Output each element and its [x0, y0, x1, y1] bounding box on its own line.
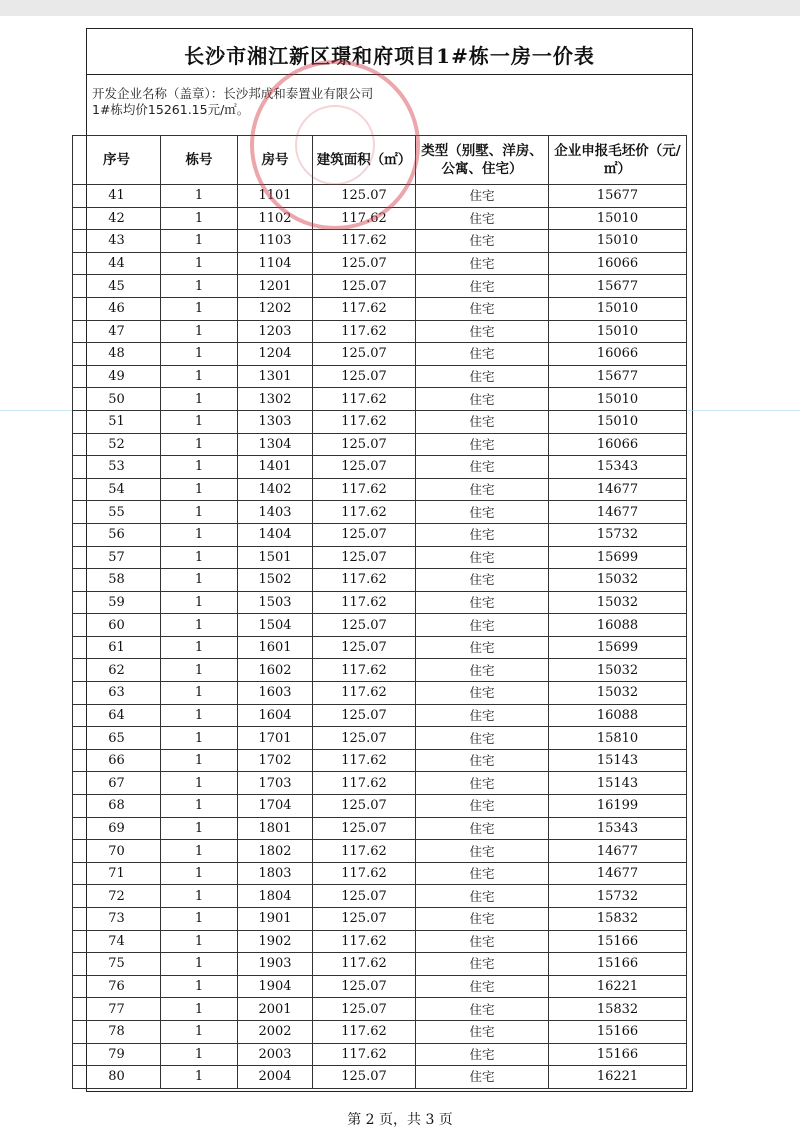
cell-type: 住宅: [416, 343, 549, 366]
cell-price: 15699: [549, 636, 687, 659]
cell-room: 1903: [238, 953, 313, 976]
cell-type: 住宅: [416, 953, 549, 976]
table-row: [73, 365, 687, 388]
cell-room: 1902: [238, 930, 313, 953]
cell-building: 1: [161, 636, 238, 659]
cell-room: 2001: [238, 998, 313, 1021]
cell-price: 15032: [549, 682, 687, 705]
cell-price: 14677: [549, 840, 687, 863]
cell-building: 1: [161, 523, 238, 546]
table-row: [73, 410, 687, 433]
cell-building: 1: [161, 1066, 238, 1089]
cell-type: 住宅: [416, 252, 549, 275]
cell-type: 住宅: [416, 727, 549, 750]
cell-building: 1: [161, 388, 238, 411]
table-row: [73, 456, 687, 479]
cell-room: 1104: [238, 252, 313, 275]
cell-room: 1601: [238, 636, 313, 659]
cell-seq: 54: [73, 478, 161, 501]
viewer-top-bar: [0, 0, 800, 16]
cell-price: 15010: [549, 207, 687, 230]
cell-building: 1: [161, 275, 238, 298]
cell-seq: 41: [73, 185, 161, 208]
table-row: [73, 501, 687, 524]
cell-building: 1: [161, 478, 238, 501]
cell-type: 住宅: [416, 365, 549, 388]
cell-room: 1102: [238, 207, 313, 230]
cell-area: 117.62: [313, 478, 416, 501]
cell-type: 住宅: [416, 456, 549, 479]
cell-area: 125.07: [313, 614, 416, 637]
cell-price: 16088: [549, 614, 687, 637]
cell-area: 125.07: [313, 546, 416, 569]
cell-price: 15166: [549, 1020, 687, 1043]
cell-type: 住宅: [416, 704, 549, 727]
cell-price: 15010: [549, 320, 687, 343]
developer-info: [92, 86, 373, 118]
cell-seq: 66: [73, 749, 161, 772]
cell-building: 1: [161, 659, 238, 682]
cell-building: 1: [161, 501, 238, 524]
cell-type: 住宅: [416, 320, 549, 343]
header-building: 栋号: [161, 136, 238, 185]
cell-price: 16199: [549, 795, 687, 818]
cell-price: 16221: [549, 975, 687, 998]
cell-area: 125.07: [313, 343, 416, 366]
table-row: [73, 817, 687, 840]
cell-area: 117.62: [313, 682, 416, 705]
cell-area: 125.07: [313, 433, 416, 456]
cell-type: 住宅: [416, 1066, 549, 1089]
cell-type: 住宅: [416, 275, 549, 298]
cell-type: 住宅: [416, 636, 549, 659]
cell-seq: 47: [73, 320, 161, 343]
cell-seq: 53: [73, 456, 161, 479]
cell-price: 15166: [549, 953, 687, 976]
title-divider: [86, 74, 693, 75]
cell-seq: 63: [73, 682, 161, 705]
table-row: [73, 795, 687, 818]
cell-type: 住宅: [416, 840, 549, 863]
cell-building: 1: [161, 230, 238, 253]
table-row: [73, 1066, 687, 1089]
cell-room: 1901: [238, 908, 313, 931]
cell-building: 1: [161, 749, 238, 772]
header-seq: 序号: [73, 136, 161, 185]
price-table: [72, 135, 687, 1089]
cell-price: 15677: [549, 275, 687, 298]
cell-seq: 77: [73, 998, 161, 1021]
cell-area: 117.62: [313, 207, 416, 230]
cell-area: 125.07: [313, 252, 416, 275]
cell-price: 15677: [549, 365, 687, 388]
cell-building: 1: [161, 908, 238, 931]
cell-area: 117.62: [313, 862, 416, 885]
table-row: [73, 704, 687, 727]
table-row: [73, 388, 687, 411]
table-row: [73, 1020, 687, 1043]
cell-room: 1303: [238, 410, 313, 433]
cell-seq: 44: [73, 252, 161, 275]
cell-price: 15166: [549, 1043, 687, 1066]
cell-seq: 46: [73, 297, 161, 320]
cell-price: 15032: [549, 659, 687, 682]
cell-seq: 72: [73, 885, 161, 908]
cell-building: 1: [161, 795, 238, 818]
cell-building: 1: [161, 930, 238, 953]
table-row: [73, 953, 687, 976]
cell-type: 住宅: [416, 433, 549, 456]
cell-area: 117.62: [313, 591, 416, 614]
cell-building: 1: [161, 546, 238, 569]
cell-type: 住宅: [416, 230, 549, 253]
cell-price: 15032: [549, 591, 687, 614]
cell-area: 125.07: [313, 817, 416, 840]
cell-type: 住宅: [416, 478, 549, 501]
table-row: [73, 727, 687, 750]
table-row: [73, 998, 687, 1021]
table-row: [73, 523, 687, 546]
table-row: [73, 252, 687, 275]
cell-room: 1801: [238, 817, 313, 840]
cell-seq: 58: [73, 569, 161, 592]
table-row: [73, 772, 687, 795]
cell-building: 1: [161, 297, 238, 320]
cell-building: 1: [161, 1043, 238, 1066]
cell-area: 117.62: [313, 772, 416, 795]
table-row: [73, 659, 687, 682]
table-row: [73, 320, 687, 343]
cell-seq: 79: [73, 1043, 161, 1066]
cell-type: 住宅: [416, 930, 549, 953]
table-row: [73, 230, 687, 253]
cell-price: 15143: [549, 772, 687, 795]
cell-seq: 45: [73, 275, 161, 298]
table-row: [73, 569, 687, 592]
cell-building: 1: [161, 885, 238, 908]
table-row: [73, 591, 687, 614]
cell-price: 15010: [549, 410, 687, 433]
cell-area: 125.07: [313, 636, 416, 659]
cell-room: 1304: [238, 433, 313, 456]
cell-price: 15677: [549, 185, 687, 208]
cell-area: 117.62: [313, 320, 416, 343]
cell-seq: 69: [73, 817, 161, 840]
cell-building: 1: [161, 185, 238, 208]
cell-building: 1: [161, 569, 238, 592]
table-row: [73, 614, 687, 637]
cell-area: 125.07: [313, 185, 416, 208]
cell-room: 1103: [238, 230, 313, 253]
average-price: 1#栋均价15261.15元/㎡。: [92, 102, 250, 117]
cell-seq: 59: [73, 591, 161, 614]
cell-area: 125.07: [313, 727, 416, 750]
header-price: 企业申报毛坯价（元/㎡）: [549, 136, 687, 185]
cell-room: 2002: [238, 1020, 313, 1043]
cell-type: 住宅: [416, 501, 549, 524]
cell-area: 117.62: [313, 930, 416, 953]
cell-type: 住宅: [416, 908, 549, 931]
cell-building: 1: [161, 727, 238, 750]
developer-name: 开发企业名称（盖章）：长沙邦成和泰置业有限公司: [92, 86, 374, 101]
table-row: [73, 908, 687, 931]
cell-room: 1604: [238, 704, 313, 727]
table-row: [73, 840, 687, 863]
page-number-footer: 第 2 页，共 3 页: [347, 1112, 453, 1128]
cell-price: 14677: [549, 478, 687, 501]
cell-type: 住宅: [416, 1043, 549, 1066]
cell-price: 14677: [549, 862, 687, 885]
cell-type: 住宅: [416, 388, 549, 411]
cell-type: 住宅: [416, 682, 549, 705]
cell-building: 1: [161, 343, 238, 366]
cell-type: 住宅: [416, 795, 549, 818]
cell-price: 15143: [549, 749, 687, 772]
cell-room: 1501: [238, 546, 313, 569]
cell-seq: 61: [73, 636, 161, 659]
table-row: [73, 636, 687, 659]
cell-seq: 48: [73, 343, 161, 366]
cell-room: 2003: [238, 1043, 313, 1066]
cell-area: 117.62: [313, 953, 416, 976]
header-area: 建筑面积（㎡）: [313, 136, 416, 185]
cell-building: 1: [161, 614, 238, 637]
cell-area: 125.07: [313, 456, 416, 479]
cell-room: 1302: [238, 388, 313, 411]
table-row: [73, 1043, 687, 1066]
cell-area: 117.62: [313, 749, 416, 772]
cell-price: 16066: [549, 343, 687, 366]
cell-seq: 80: [73, 1066, 161, 1089]
cell-price: 15032: [549, 569, 687, 592]
cell-type: 住宅: [416, 885, 549, 908]
cell-area: 125.07: [313, 523, 416, 546]
cell-building: 1: [161, 456, 238, 479]
cell-area: 117.62: [313, 230, 416, 253]
cell-area: 117.62: [313, 297, 416, 320]
cell-room: 1803: [238, 862, 313, 885]
cell-room: 1904: [238, 975, 313, 998]
cell-price: 15810: [549, 727, 687, 750]
cell-price: 15010: [549, 297, 687, 320]
cell-seq: 78: [73, 1020, 161, 1043]
cell-building: 1: [161, 365, 238, 388]
cell-building: 1: [161, 975, 238, 998]
cell-room: 1504: [238, 614, 313, 637]
cell-price: 15832: [549, 998, 687, 1021]
cell-area: 125.07: [313, 1066, 416, 1089]
table-row: [73, 546, 687, 569]
cell-building: 1: [161, 591, 238, 614]
table-row: [73, 885, 687, 908]
cell-price: 15832: [549, 908, 687, 931]
cell-price: 15699: [549, 546, 687, 569]
cell-room: 1802: [238, 840, 313, 863]
cell-seq: 64: [73, 704, 161, 727]
table-row: [73, 930, 687, 953]
cell-room: 1703: [238, 772, 313, 795]
cell-price: 15010: [549, 388, 687, 411]
cell-type: 住宅: [416, 614, 549, 637]
table-row: [73, 185, 687, 208]
cell-type: 住宅: [416, 591, 549, 614]
cell-room: 1202: [238, 297, 313, 320]
cell-building: 1: [161, 840, 238, 863]
cell-room: 1203: [238, 320, 313, 343]
cell-price: 16088: [549, 704, 687, 727]
cell-price: 15166: [549, 930, 687, 953]
cell-room: 2004: [238, 1066, 313, 1089]
cell-type: 住宅: [416, 185, 549, 208]
cell-type: 住宅: [416, 207, 549, 230]
header-type: 类型（别墅、洋房、公寓、住宅）: [416, 136, 549, 185]
cell-type: 住宅: [416, 297, 549, 320]
cell-type: 住宅: [416, 546, 549, 569]
cell-building: 1: [161, 1020, 238, 1043]
cell-seq: 60: [73, 614, 161, 637]
cell-area: 117.62: [313, 1043, 416, 1066]
cell-type: 住宅: [416, 1020, 549, 1043]
cell-seq: 67: [73, 772, 161, 795]
table-row: [73, 207, 687, 230]
table-row: [73, 749, 687, 772]
cell-price: 16221: [549, 1066, 687, 1089]
cell-area: 117.62: [313, 840, 416, 863]
cell-room: 1502: [238, 569, 313, 592]
cell-seq: 73: [73, 908, 161, 931]
cell-area: 117.62: [313, 388, 416, 411]
cell-room: 1704: [238, 795, 313, 818]
cell-price: 16066: [549, 252, 687, 275]
cell-room: 1201: [238, 275, 313, 298]
table-row: [73, 478, 687, 501]
cell-room: 1503: [238, 591, 313, 614]
table-header-row: [73, 136, 687, 185]
table-row: [73, 275, 687, 298]
cell-seq: 52: [73, 433, 161, 456]
cell-room: 1602: [238, 659, 313, 682]
cell-seq: 42: [73, 207, 161, 230]
cell-type: 住宅: [416, 410, 549, 433]
cell-area: 117.62: [313, 410, 416, 433]
cell-building: 1: [161, 207, 238, 230]
cell-area: 125.07: [313, 998, 416, 1021]
cell-type: 住宅: [416, 998, 549, 1021]
cell-seq: 71: [73, 862, 161, 885]
cell-room: 1804: [238, 885, 313, 908]
cell-building: 1: [161, 410, 238, 433]
cell-room: 1402: [238, 478, 313, 501]
cell-building: 1: [161, 862, 238, 885]
table-row: [73, 343, 687, 366]
cell-building: 1: [161, 682, 238, 705]
cell-room: 1101: [238, 185, 313, 208]
cell-area: 125.07: [313, 795, 416, 818]
cell-type: 住宅: [416, 862, 549, 885]
cell-seq: 50: [73, 388, 161, 411]
cell-building: 1: [161, 252, 238, 275]
cell-building: 1: [161, 320, 238, 343]
cell-area: 125.07: [313, 365, 416, 388]
cell-price: 14677: [549, 501, 687, 524]
cell-area: 117.62: [313, 659, 416, 682]
cell-room: 1204: [238, 343, 313, 366]
cell-seq: 56: [73, 523, 161, 546]
cell-seq: 62: [73, 659, 161, 682]
cell-area: 117.62: [313, 1020, 416, 1043]
cell-area: 125.07: [313, 275, 416, 298]
cell-type: 住宅: [416, 772, 549, 795]
cell-seq: 75: [73, 953, 161, 976]
cell-price: 16066: [549, 433, 687, 456]
cell-room: 1603: [238, 682, 313, 705]
cell-seq: 43: [73, 230, 161, 253]
cell-room: 1702: [238, 749, 313, 772]
cell-building: 1: [161, 433, 238, 456]
cell-room: 1301: [238, 365, 313, 388]
cell-price: 15343: [549, 817, 687, 840]
cell-price: 15010: [549, 230, 687, 253]
cell-seq: 55: [73, 501, 161, 524]
cell-building: 1: [161, 772, 238, 795]
cell-area: 117.62: [313, 501, 416, 524]
cell-seq: 68: [73, 795, 161, 818]
cell-building: 1: [161, 998, 238, 1021]
cell-area: 117.62: [313, 569, 416, 592]
cell-area: 125.07: [313, 908, 416, 931]
cell-area: 125.07: [313, 975, 416, 998]
cell-area: 125.07: [313, 885, 416, 908]
cell-room: 1701: [238, 727, 313, 750]
cell-seq: 70: [73, 840, 161, 863]
cell-type: 住宅: [416, 523, 549, 546]
cell-type: 住宅: [416, 975, 549, 998]
cell-type: 住宅: [416, 817, 549, 840]
cell-seq: 57: [73, 546, 161, 569]
table-row: [73, 297, 687, 320]
cell-room: 1401: [238, 456, 313, 479]
cell-type: 住宅: [416, 749, 549, 772]
cell-seq: 76: [73, 975, 161, 998]
cell-seq: 65: [73, 727, 161, 750]
header-room: 房号: [238, 136, 313, 185]
cell-price: 15343: [549, 456, 687, 479]
cell-type: 住宅: [416, 659, 549, 682]
table-row: [73, 862, 687, 885]
document-title: 长沙市湘江新区璟和府项目1#栋一房一价表: [184, 44, 595, 68]
cell-building: 1: [161, 704, 238, 727]
table-row: [73, 433, 687, 456]
cell-seq: 51: [73, 410, 161, 433]
cell-building: 1: [161, 953, 238, 976]
cell-seq: 74: [73, 930, 161, 953]
cell-price: 15732: [549, 885, 687, 908]
cell-room: 1404: [238, 523, 313, 546]
cell-type: 住宅: [416, 569, 549, 592]
cell-seq: 49: [73, 365, 161, 388]
cell-room: 1403: [238, 501, 313, 524]
cell-building: 1: [161, 817, 238, 840]
cell-price: 15732: [549, 523, 687, 546]
cell-area: 125.07: [313, 704, 416, 727]
table-row: [73, 682, 687, 705]
table-row: [73, 975, 687, 998]
